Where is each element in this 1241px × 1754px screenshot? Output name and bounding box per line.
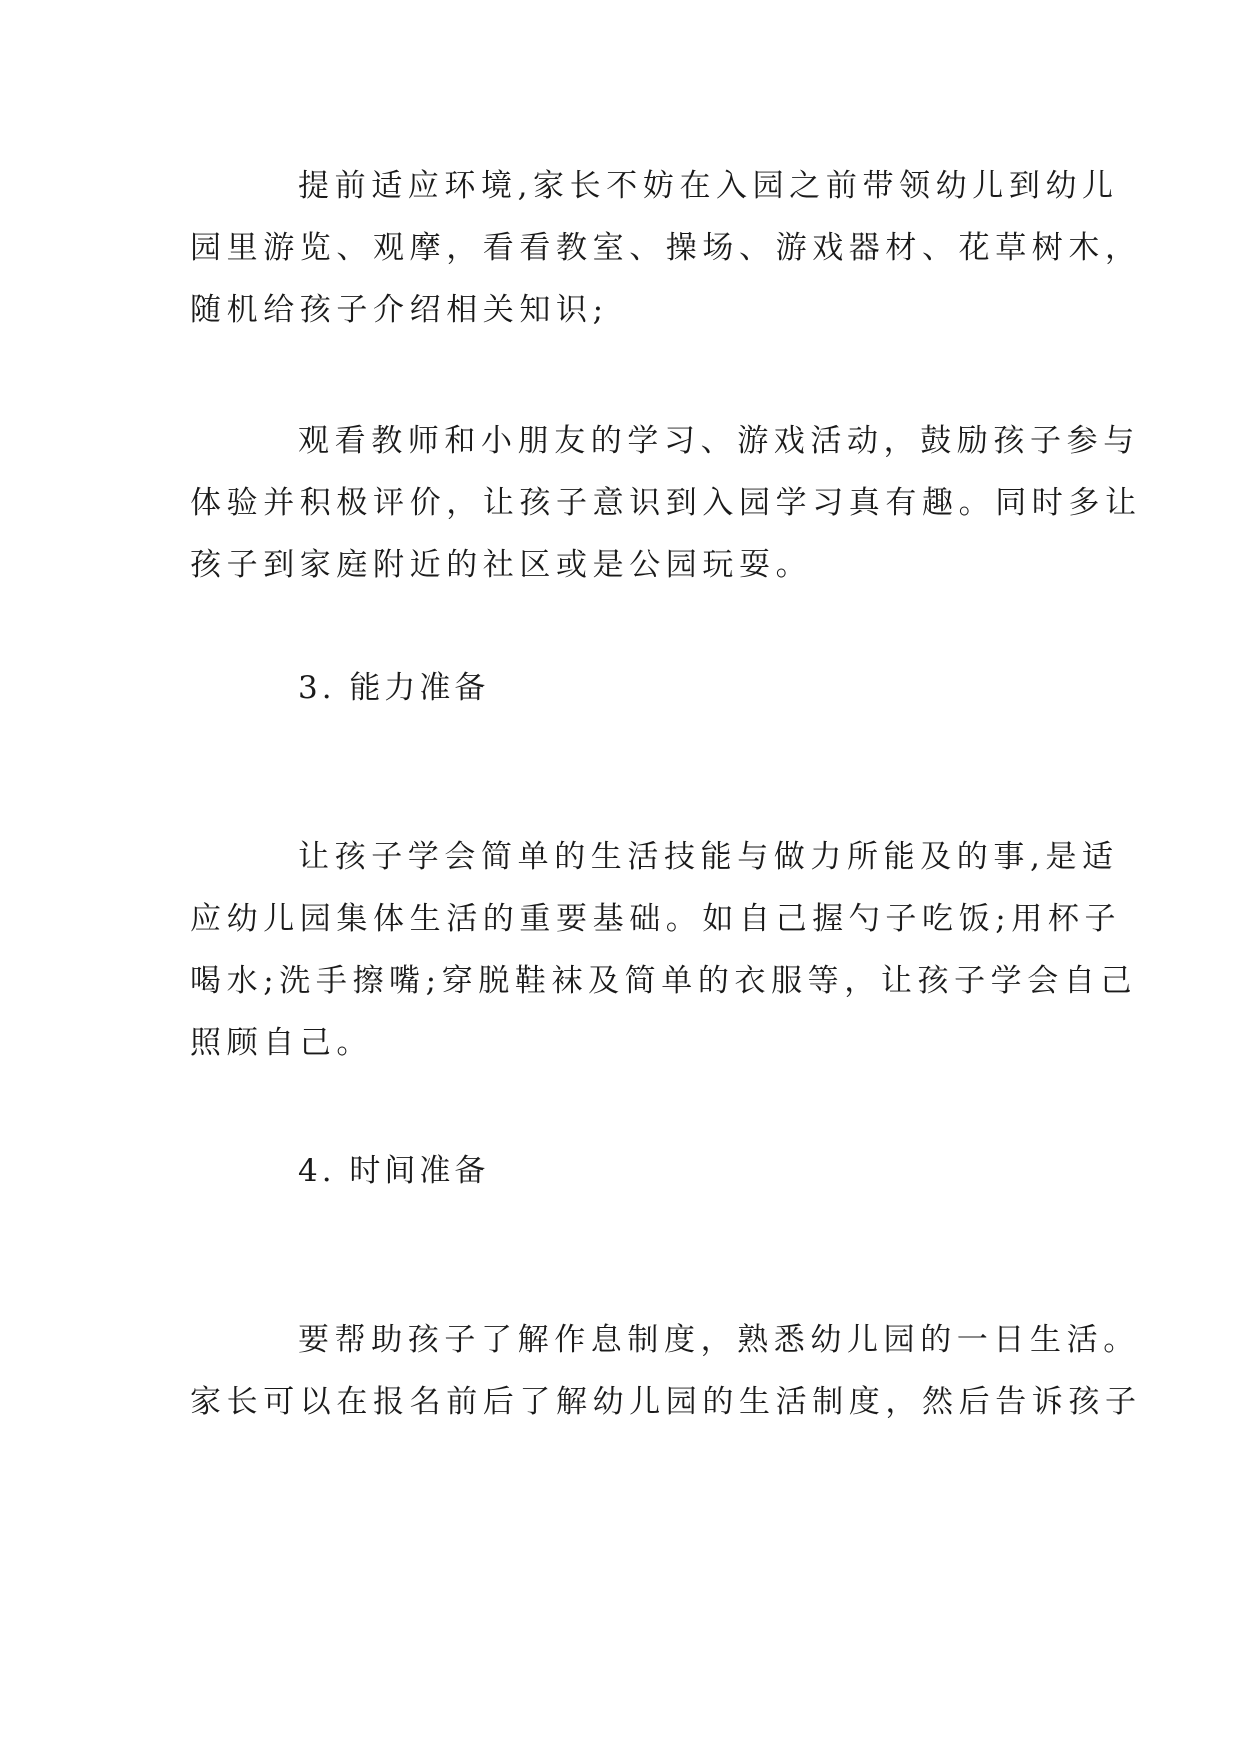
heading-ability: [190, 657, 1050, 719]
section-heading: 4. 时间准备: [298, 1153, 490, 1189]
text-line: 照顾自己。: [190, 1025, 373, 1061]
text-line: 随机给孩子介绍相关知识;: [190, 292, 609, 328]
paragraph-environment: [190, 155, 1142, 341]
text-line: 孩子到家庭附近的社区或是公园玩耍。: [190, 547, 813, 583]
heading-time: [190, 1140, 1050, 1202]
text-line: 要帮助孩子了解作息制度，熟悉幼儿园的一日生活。: [298, 1322, 1140, 1358]
text-line: 提前适应环境,家长不妨在入园之前带领幼儿到幼儿: [298, 168, 1119, 204]
text-line: 观看教师和小朋友的学习、游戏活动，鼓励孩子参与: [298, 423, 1140, 459]
paragraph-schedule: [190, 1309, 1142, 1433]
text-line: 体验并积极评价，让孩子意识到入园学习真有趣。同时多让: [190, 485, 1142, 521]
text-line: 园里游览、观摩，看看教室、操场、游戏器材、花草树木，: [190, 230, 1142, 266]
text-line: 应幼儿园集体生活的重要基础。如自己握勺子吃饭;用杯子: [190, 901, 1122, 937]
paragraph-skills: [190, 826, 1138, 1074]
text-line: 家长可以在报名前后了解幼儿园的生活制度，然后告诉孩子: [190, 1384, 1142, 1420]
text-line: 让孩子学会简单的生活技能与做力所能及的事,是适: [298, 839, 1119, 875]
text-line: 喝水;洗手擦嘴;穿脱鞋袜及简单的衣服等，让孩子学会自己: [190, 963, 1138, 999]
paragraph-observe: [190, 410, 1142, 596]
section-heading: 3. 能力准备: [298, 670, 490, 706]
